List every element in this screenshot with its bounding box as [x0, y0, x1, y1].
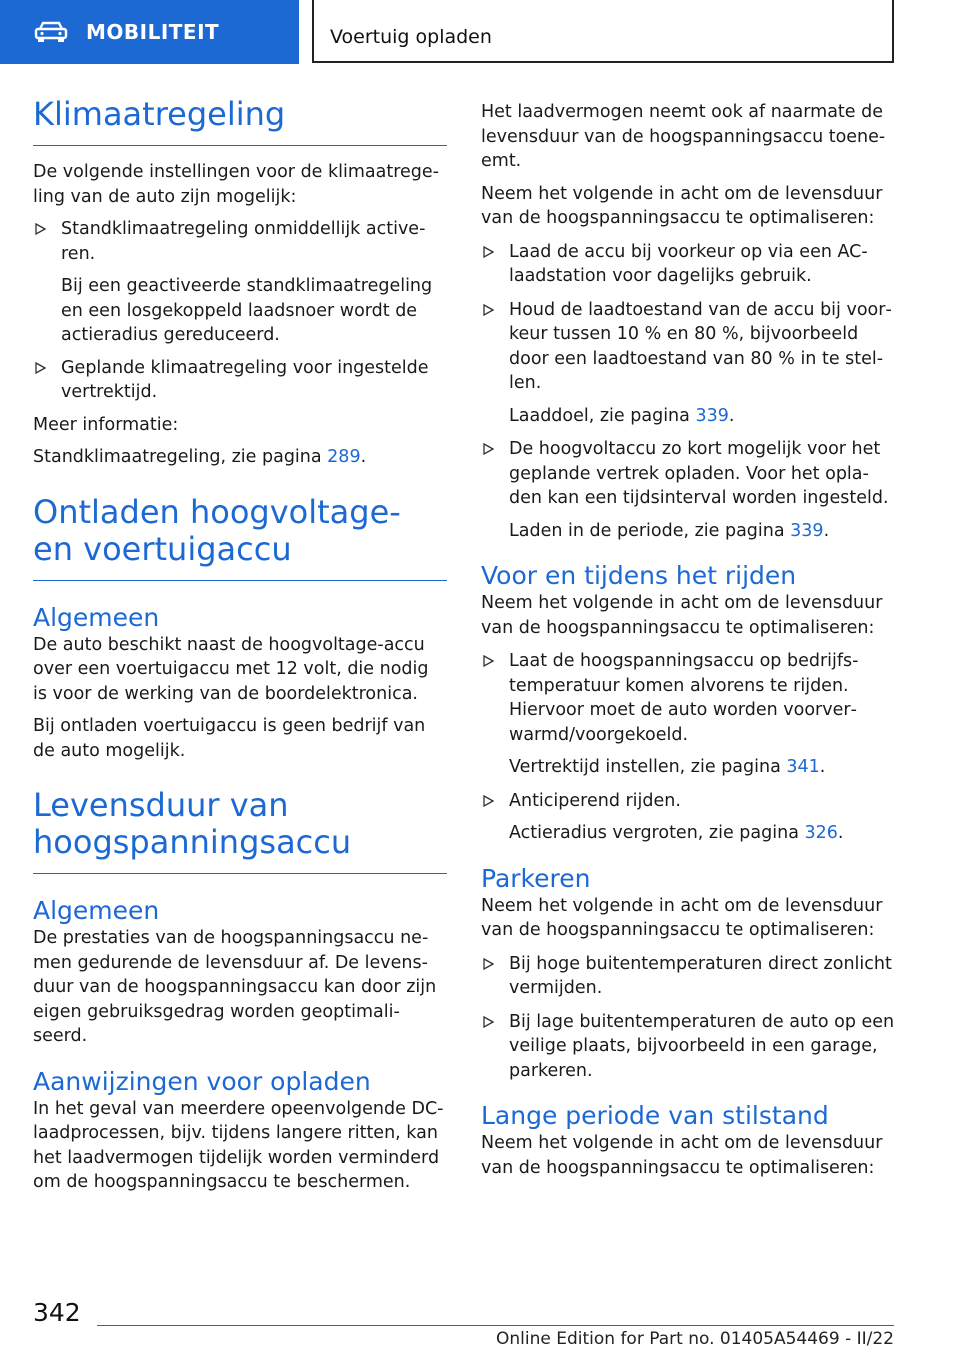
subheading-algemeen: Algemeen [33, 896, 160, 925]
paragraph: Het laadvermogen neemt ook af naarmate de levensduur van de hoogspanningsaccu toeneemt. [481, 102, 886, 171]
paragraph: Neem het volgende in acht om de levensduur van de hoogspanningsaccu te optimaliseren: [481, 593, 883, 638]
paragraph: Meer informatie: [33, 414, 179, 435]
paragraph: Neem het volgende in acht om de levensduur van de hoogspanningsaccu te optimaliseren: [481, 183, 883, 228]
page-link[interactable]: 339 [790, 520, 824, 541]
list-item [481, 298, 895, 396]
list-item-text: Geplande klimaatregeling voor ingestelde vertrektijd. [61, 357, 429, 402]
triangle-bullet-icon [35, 223, 46, 235]
triangle-bullet-icon [483, 1016, 494, 1028]
subheading-algemeen: Algemeen [33, 602, 160, 632]
page-link[interactable]: 326 [804, 823, 838, 843]
cross-reference-text: Actieradius vergroten, zie pagina [509, 823, 805, 843]
cross-reference: Vertrektijd instellen, zie pagina 341. [509, 757, 826, 777]
page-link[interactable]: 289 [327, 447, 361, 467]
triangle-bullet-icon [483, 443, 494, 455]
heading-levensduur: Levensduur van hoogspanningsaccu [33, 787, 447, 874]
list-item-text: Anticiperend rijden. [509, 790, 681, 811]
list-item [481, 437, 895, 511]
list-item-text: Bij lage buitentemperaturen de auto op een veilige plaats, bijvoorbeeld in een garage, parkeren. [509, 1011, 895, 1081]
list-item-note: Bij een geactiveerde standklimaatregeling en een losgekoppeld laadsnoer wordt de actieradius gereduceerd. [61, 276, 433, 345]
paragraph: De auto beschikt naast de hoogvoltage-accu over een voertuigaccu met 12 volt, die nodig is voor de werking van de boordelektronica. [33, 634, 429, 704]
subheading-stilstand: Lange periode van stilstand [481, 1101, 829, 1130]
page-number: 342 [33, 1298, 81, 1327]
cross-reference-text: Laden in de periode, zie pagina [509, 520, 791, 541]
cross-reference: Actieradius vergroten, zie pagina 326. [509, 823, 844, 843]
paragraph: In het geval van meerdere opeenvolgende DC-laadprocessen, bijv. tijdens langere ritten, kan het laadvermogen tijdelijk worden verminderd om de hoogspanningsaccu te beschermen. [33, 1098, 444, 1192]
cross-reference: Laaddoel, zie pagina 339. [509, 405, 735, 426]
list-item [481, 952, 895, 1001]
cross-reference-text: Vertrektijd instellen, zie pagina [509, 757, 787, 777]
paragraph: De volgende instellingen voor de klimaatregeling van de auto zijn mogelijk: [33, 162, 439, 207]
heading-ontladen: Ontladen hoogvoltage- en voertuigaccu [33, 494, 447, 581]
list-item-text: Laad de accu bij voorkeur op via een AC-laadstation voor dagelijks gebruik. [509, 241, 868, 286]
footer-divider [97, 1325, 894, 1326]
list-item [481, 240, 895, 289]
triangle-bullet-icon [35, 362, 46, 374]
paragraph: Bij ontladen voertuigaccu is geen bedrijf van de auto mogelijk. [33, 716, 426, 761]
left-column [33, 0, 447, 1195]
list-item-text: Bij hoge buitentemperaturen direct zonlicht vermijden. [509, 953, 892, 998]
subheading-aanwijzingen: Aanwijzingen voor opladen [33, 1066, 371, 1096]
chapter-title: Voertuig opladen [330, 26, 492, 48]
paragraph: Neem het volgende in acht om de levensduur van de hoogspanningsaccu te optimaliseren: [481, 1133, 883, 1178]
cross-reference: Standklimaatregeling, zie pagina 289. [33, 447, 367, 467]
paragraph: Neem het volgende in acht om de levensduur van de hoogspanningsaccu te optimaliseren: [481, 895, 883, 940]
triangle-bullet-icon [483, 655, 494, 667]
triangle-bullet-icon [483, 795, 494, 807]
triangle-bullet-icon [483, 246, 494, 258]
list-item [33, 356, 447, 405]
list-item-text: Standklimaatregeling onmiddellijk activeren. [61, 219, 426, 264]
cross-reference-text: Laaddoel, zie pagina [509, 405, 696, 426]
list-item-text: Houd de laadtoestand van de accu bij voorkeur tussen 10 % en 80 %, bijvoorbeeld door een laadtoestand van 80 % in te stellen. [509, 299, 892, 393]
list-item-text: Laat de hoogspanningsaccu op bedrijfstemperatuur komen alvorens te rijden. Hiervoor moet de auto worden voorverwarmd/voorgekoeld. [509, 651, 859, 745]
list-item-text: De hoogvoltaccu zo kort mogelijk voor het geplande vertrek opladen. Voor het opladen kan een tijdsinterval worden ingesteld. [509, 439, 889, 508]
list-item [481, 1010, 895, 1084]
subheading-parkeren: Parkeren [481, 863, 591, 893]
triangle-bullet-icon [483, 304, 494, 316]
list-item [481, 649, 895, 747]
paragraph: De prestaties van de hoogspanningsaccu nemen gedurende de levensduur af. De levensduur van de hoogspanningsaccu kan door zijn eigen gebruiksgedrag worden geoptimaliseerd. [33, 928, 437, 1046]
list-item [481, 789, 895, 814]
cross-reference-text: Standklimaatregeling, zie pagina [33, 447, 328, 467]
page-link[interactable]: 341 [786, 757, 820, 777]
subheading-rijden: Voor en tijdens het rijden [481, 561, 797, 590]
cross-reference: Laden in de periode, zie pagina 339. [509, 520, 830, 541]
right-column [481, 0, 895, 1180]
heading-klimaatregeling: Klimaatregeling [33, 96, 447, 146]
section-label: MOBILITEIT [86, 20, 220, 44]
list-item [33, 217, 447, 266]
edition-note: Online Edition for Part no. 01405A54469 - II/22 [495, 1329, 894, 1349]
page-link[interactable]: 339 [695, 405, 729, 426]
triangle-bullet-icon [483, 958, 494, 970]
